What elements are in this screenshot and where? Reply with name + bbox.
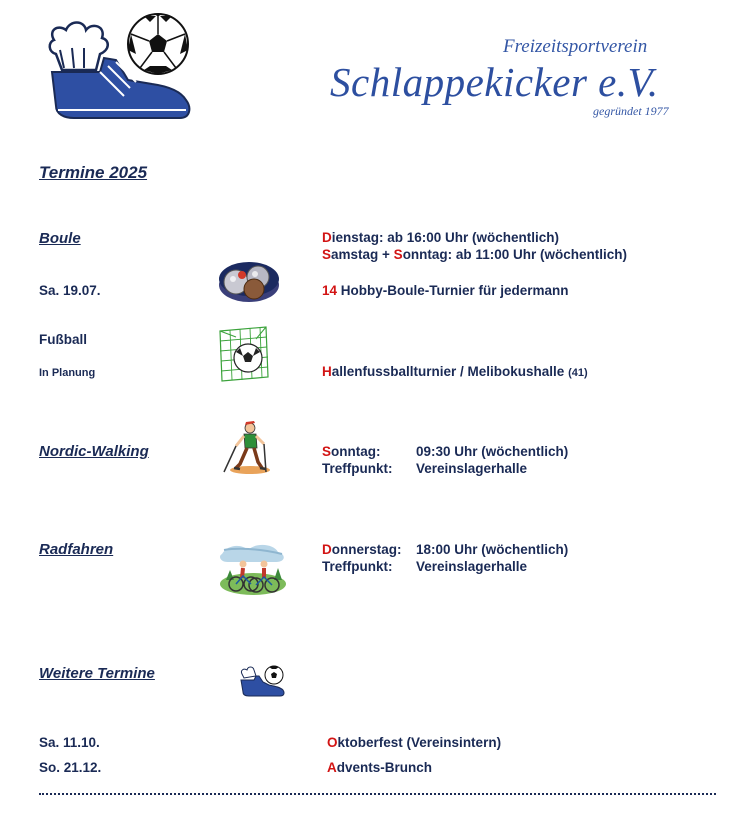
radfahren-schedule-line-1: Donnerstag: 18:00 Uhr (wöchentlich) xyxy=(322,542,569,557)
club-name: Schlappekicker e.V. xyxy=(330,59,659,105)
boule-event: 14 Hobby-Boule-Turnier für jedermann xyxy=(322,283,569,298)
club-founded: gegründet 1977 xyxy=(593,104,669,118)
weitere-event-2: Advents-Brunch xyxy=(327,760,433,775)
shoe-ball-logo-icon xyxy=(40,10,195,122)
boule-balls-icon xyxy=(218,255,280,303)
nordic-walker-icon xyxy=(216,418,276,476)
section-heading-weitere-termine: Weitere Termine xyxy=(39,665,155,682)
cyclists-icon xyxy=(218,540,288,596)
boule-schedule-line-2: Samstag + Sonntag: ab 11:00 Uhr (wöchentlich) xyxy=(322,247,627,262)
radfahren-schedule-line-2: Treffpunkt: Vereinslagerhalle xyxy=(322,559,528,574)
section-heading-nordic-walking: Nordic-Walking xyxy=(39,443,149,460)
page-title: Termine 2025 xyxy=(39,163,148,182)
fussball-status: In Planung xyxy=(39,367,96,379)
dotted-divider xyxy=(39,793,716,795)
soccer-goal-icon xyxy=(216,325,272,383)
section-heading-radfahren: Radfahren xyxy=(39,541,114,558)
weitere-event-1-date: Sa. 11.10. xyxy=(39,735,100,750)
club-subtitle: Freizeitsportverein xyxy=(503,36,648,57)
nordic-schedule-line-1: Sonntag: 09:30 Uhr (wöchentlich) xyxy=(322,444,569,459)
small-shoe-ball-icon xyxy=(238,664,286,698)
weitere-event-2-date: So. 21.12. xyxy=(39,760,102,775)
fussball-event: Hallenfussballturnier / Melibokushalle (41) xyxy=(322,364,588,379)
weitere-event-1: Oktoberfest (Vereinsintern) xyxy=(327,735,502,750)
boule-schedule-line-1: Dienstag: ab 16:00 Uhr (wöchentlich) xyxy=(322,230,560,245)
section-heading-boule: Boule xyxy=(39,230,81,247)
nordic-schedule-line-2: Treffpunkt: Vereinslagerhalle xyxy=(322,461,528,476)
section-heading-fussball: Fußball xyxy=(39,332,87,347)
boule-event-date: Sa. 19.07. xyxy=(39,283,101,298)
